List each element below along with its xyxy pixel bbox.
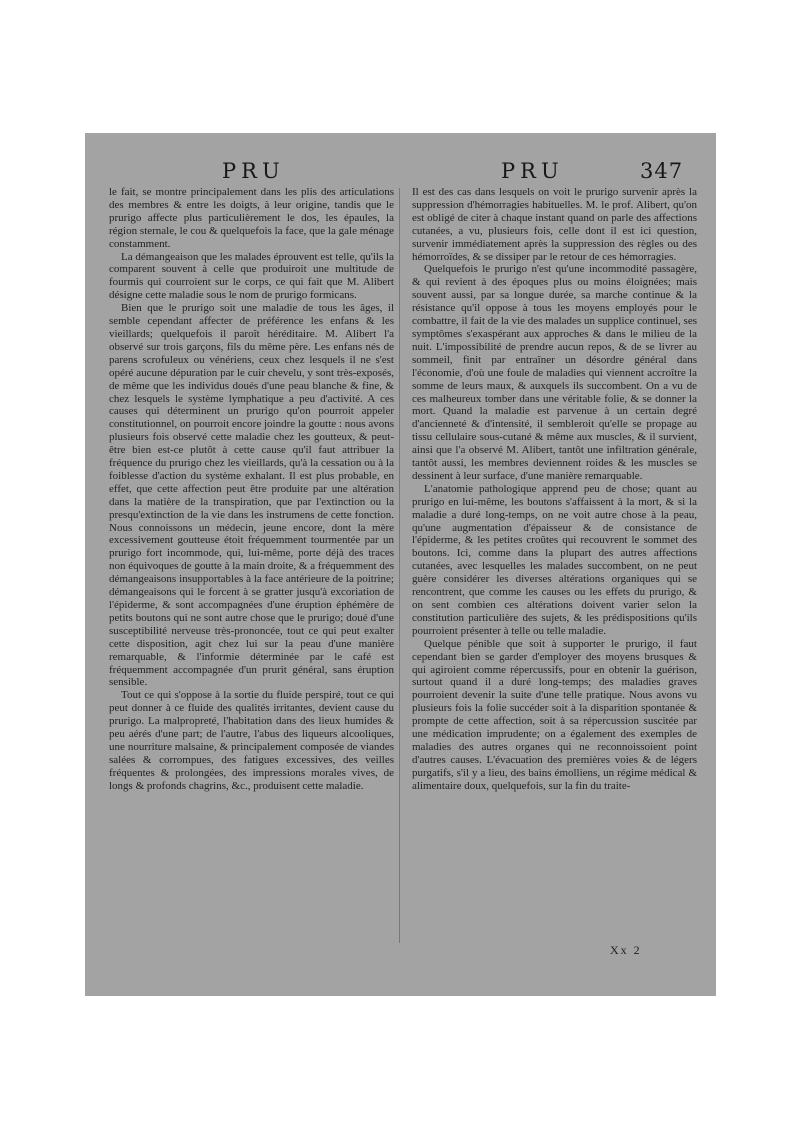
signature-mark: Xx 2 <box>610 943 642 957</box>
left-text-column <box>109 186 394 793</box>
running-head-right: PRU <box>501 159 564 183</box>
page-number: 347 <box>640 159 684 183</box>
running-head-left: PRU <box>222 159 285 183</box>
paragraph: Bien que le prurigo soit une maladie de tous les âges, il semble cependant affecter de préférence les enfans & les vieillards; quelquefois il paroît héréditaire. M. Alibert l'a observé sur trois garçons, fils du même père. Les enfans nés de parens scrofuleux ou vénériens, ceux chez lesquels il ne s'est opéré aucune dépuration par le cuir chevelu, y sont très-exposés, de même que les individus doués d'une peau blanche & fine, & chez lesquels le système lymphatique a peu d'activité. A ces causes qui déterminent un prurigo qu'on pourroit appeler constitutionnel, on pourroit encore joindre la goutte : nous avons plusieurs fois observé cette maladie chez les goutteux, & peut-être bien est-ce plutôt à cette cause qu'il faut attribuer la fréquence du prurigo chez les vieillards, qu'à la cessation ou à la foiblesse d'action du système exhalant. Il est plus probable, en effet, que cette affection peut être produite par une altération dans la matière de la transpiration, que par l'extinction ou la presqu'extinction de la vie dans les instrumens de cette fonction. Nous connoissons un médecin, jeune encore, dont la mère excessivement goutteuse étoit fréquemment tourmentée par un prurigo fort incommode, qui, lui-même, porte déjà des traces non équivoques de goutte à la main droite, & a fréquemment des démangeaisons insupportables à la face antérieure de la poitrine; démangeaisons qui le forcent à se gratter jusqu'à excoriation de l'épiderme, & sont accompagnées d'une éruption éphémère de petits boutons qui ne sont autre chose que le prurigo; doué d'une susceptibilité nerveuse très-prononcée, tout ce qui peut exalter cette disposition, agit chez lui sur la peau d'une manière remarquable, & l'informie déterminée par le café est fréquemment accompagnée d'un prurit général, sans éruption sensible. <box>109 302 394 689</box>
paragraph: Quelque pénible que soit à supporter le prurigo, il faut cependant bien se garder d'employer des moyens brusques & qui agiroient comme répercussifs, pour en obtenir la guérison, surtout quand il a duré long-temps; des maladies graves pourroient devenir la suite d'une telle pratique. Nous avons vu plusieurs fois la folie succéder soit à la disparition spontanée & prompte de cette affection, soit à sa répercussion suscitée par une médication imprudente; on a également des exemples de maladies des autres organes qui ne reconnoissoient point d'autres causes. L'évacuation des premières voies & de légers purgatifs, s'il y a lieu, des bains émolliens, un régime médical & alimentaire doux, quelquefois, sur la fin du traite- <box>412 637 697 792</box>
paragraph: Il est des cas dans lesquels on voit le prurigo survenir après la suppression d'hémorragies habituelles. M. le prof. Alibert, qu'on est obligé de citer à chaque instant quand on parle des affections cutanées, a vu, plusieurs fois, celle dont il est ici question, survenir immédiatement après la suppression des règles ou des hémorroïdes, & se dissiper par le retour de ces hémorragies. <box>412 186 697 263</box>
paragraph: Tout ce qui s'oppose à la sortie du fluide perspiré, tout ce qui peut donner à ce fluide des qualités irritantes, devient cause du prurigo. La malpropreté, l'habitation dans des lieux humides & peu aérés d'une part; de l'autre, l'abus des liqueurs alcooliques, une nourriture malsaine, & principalement composée de viandes salées & corrompues, des fatigues excessives, des veilles fréquentes & prolongées, des impressions morales vives, de longs & profonds chagrins, &c., produisent cette maladie. <box>109 689 394 792</box>
paragraph: le fait, se montre principalement dans les plis des articulations des membres & entre les doigts, à leur origine, tandis que le prurigo affecte plus particulièrement le dos, les épaules, la région sternale, le cou & quelquefois la face, que la gale ménage constamment. <box>109 186 394 250</box>
right-text-column <box>412 186 697 793</box>
paragraph: Quelquefois le prurigo n'est qu'une incommodité passagère, & qui revient à des époques plus ou moins éloignées; mais souvent aussi, par sa longue durée, sa marche continue & la résistance qu'il oppose à tous les moyens employés pour le combattre, il fait de la vie des malades un supplice continuel, ses symptômes s'exaspérant aux approches & dans le milieu de la nuit. L'impossibilité de prendre aucun repos, & de se livrer au sommeil, finit par entraîner un désordre général dans l'économie, d'où une foule de maladies qui viennent accroître la somme de leurs maux, & auxquels ils succombent. On a vu de ces malheureux tomber dans une véritable folie, & se donner la mort. Quand la maladie est parvenue à un certain degré d'ancienneté & d'intensité, il sembleroit qu'elle se propage au tissu cellulaire sous-cutané & même aux muscles, & il survient, ainsi que l'a observé M. Alibert, tantôt une infiltration générale, tantôt aussi, les membres deviennent roides & les muscles se dessinent à leur surface, d'une manière remarquable. <box>412 263 697 482</box>
paragraph: L'anatomie pathologique apprend peu de chose; quant au prurigo en lui-même, les boutons s'affaissent à la mort, & si la maladie a duré long-temps, on ne voit autre chose à la peau, qu'une augmentation d'épaisseur & de consistance de l'épiderme, & les petites croûtes qui recouvrent le sommet des boutons. Ici, comme dans la plupart des autres affections cutanées, avec lesquelles les malades succombent, on ne peut guère considérer les diverses altérations organiques qui se rencontrent, que comme les causes ou les effets du prurigo, & on sent combien ces altérations doivent varier selon la constitution particulière des sujets, & les prédispositions qu'ils pourroient présenter à telle ou telle maladie. <box>412 482 697 637</box>
scanned-page <box>85 133 716 996</box>
paragraph: La démangeaison que les malades éprouvent est telle, qu'ils la comparent souvent à celle que produiroit une multitude de fourmis qui courroient sur le corps, ce qui fait que M. Alibert désigne cette maladie sous le nom de prurigo formicans. <box>109 250 394 302</box>
column-divider <box>399 188 400 943</box>
